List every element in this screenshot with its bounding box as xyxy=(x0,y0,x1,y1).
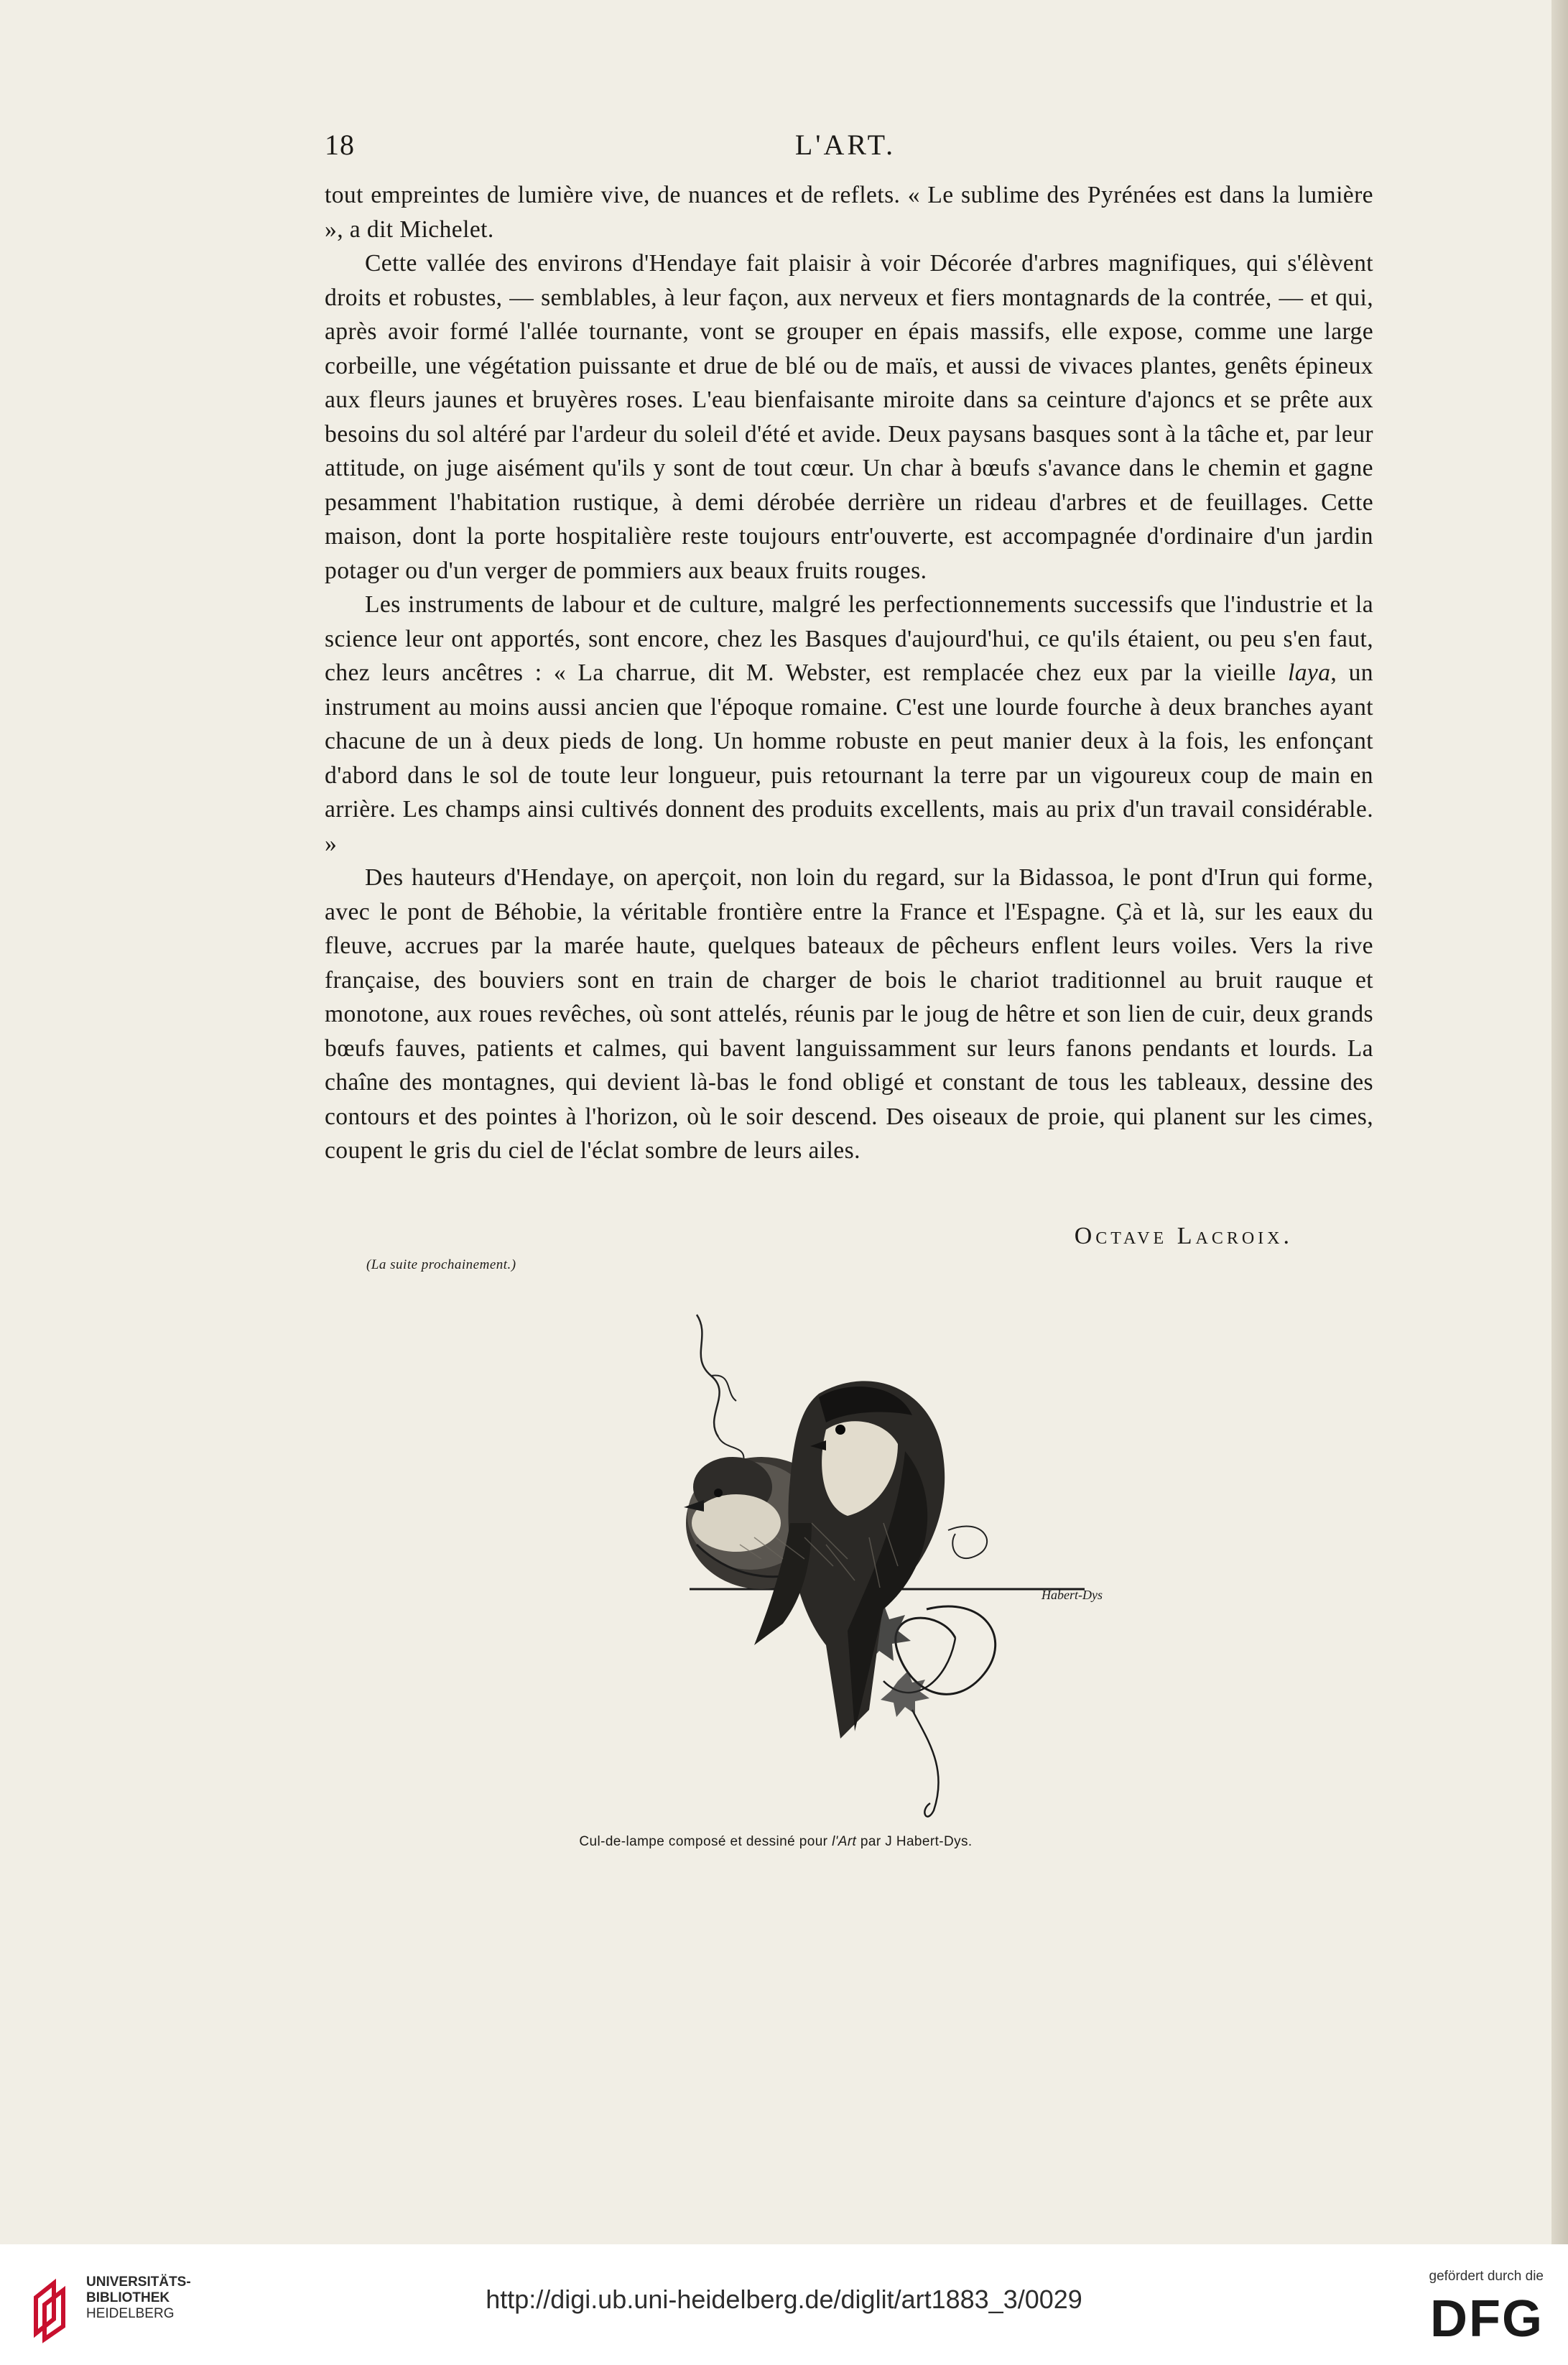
paragraph-3-text-b: , un instrument au moins aussi ancien que l'époque romaine. C'est une lourde fourche à deux branches ayant chacune de un à deux pieds de long. Un homme robuste en peut manier deux à la fois, les enfonçant d'abord dans le sol de toute leur longueur, puis retournant la terre par un vigoureux coup de main en arrière. Les champs ainsi cultivés donnent des produits excellents, mais au prix d'un travail considérable. » xyxy=(325,659,1374,857)
illustration-caption xyxy=(0,1834,1551,1850)
caption-text-a: Cul-de-lampe composé et dessiné pour xyxy=(579,1834,832,1849)
library-name-line-2: BIBLIOTHEK xyxy=(86,2290,170,2305)
caption-italic: l'Art xyxy=(832,1834,857,1849)
artist-signature: Habert-Dys xyxy=(1042,1588,1103,1602)
paragraph-3 xyxy=(325,588,1373,861)
permalink-url[interactable]: http://digi.ub.uni-heidelberg.de/diglit/art1883_3/0029 xyxy=(486,2285,1082,2314)
dfg-logo[interactable]: DFG xyxy=(1430,2290,1544,2348)
two-swallows-on-branch-icon xyxy=(611,1308,1113,1825)
continuation-note: (La suite prochainement.) xyxy=(366,1257,516,1272)
library-name-line-3: HEIDELBERG xyxy=(86,2306,175,2321)
paragraph-1: tout empreintes de lumière vive, de nuances et de reflets. « Le sublime des Pyrénées est dans la lumière », a dit Michelet. xyxy=(325,182,1373,243)
article-body xyxy=(325,178,1373,1168)
paragraph-3-italic-word: laya xyxy=(1288,659,1331,686)
caption-text-b: par J Habert-Dys. xyxy=(856,1834,973,1849)
paragraph-3-text-a: Les instruments de labour et de culture, malgré les perfectionnements successifs que l'industrie et la science leur ont apportés, sont encore, chez les Basques d'aujourd'hui, ce qu'ils étaient, ou peu s'en faut, chez leurs ancêtres : « La charrue, dit M. Webster, est remplacée chez eux par la vieille xyxy=(325,591,1373,686)
paragraph-4: Des hauteurs d'Hendaye, on aperçoit, non loin du regard, sur la Bidassoa, le pont d'Irun qui forme, avec le pont de Béhobie, la véritable frontière entre la France et l'Espagne. Çà et là, sur les eaux du fleuve, accrues par la marée haute, quelques bateaux de pêcheurs enflent leurs voiles. Vers la rive française, des bouviers sont en train de charger de bois le chariot traditionnel au bruit rauque et monotone, aux roues revêches, où sont attelés, réunis par le joug de hêtre et son lien de cuir, deux grands bœufs fauves, patients et calmes, qui bavent languissamment sur leurs fanons pendants et lourds. La chaîne des montagnes, qui devient là-bas le fond obligé et constant de tous les tableaux, dessine des contours et des pointes à l'horizon, où le soir descend. Des oiseaux de proie, qui planent sur les cimes, coupent le gris du ciel de l'éclat sombre de leurs ailes. xyxy=(325,864,1373,1164)
page-header xyxy=(325,128,1366,164)
digitization-footer xyxy=(0,2244,1568,2365)
author-signature: Octave Lacroix. xyxy=(1074,1223,1293,1249)
page-number: 18 xyxy=(325,129,355,161)
library-name-line-1: UNIVERSITÄTS- xyxy=(86,2274,191,2290)
page-edge-shadow xyxy=(1551,0,1568,2244)
paragraph-2: Cette vallée des environs d'Hendaye fait plaisir à voir Décorée d'arbres magnifiques, qui s'élèvent droits et robustes, — semblables, à leur façon, aux nerveux et fiers montagnards de la contrée, — et qui, après avoir formé l'allée tournante, vont se grouper en épais massifs, elle expose, comme une large corbeille, une végétation puissante et drue de blé ou de maïs, et aussi de vivaces plantes, genêts épineux aux fleurs jaunes et bruyères roses. L'eau bienfaisante miroite dans sa ceinture d'ajoncs et se prête aux besoins du sol altéré par l'ardeur du soleil d'été et avide. Deux paysans basques sont à la tâche et, par leur attitude, on juge aisément qu'ils y sont de tout cœur. Un char à bœufs s'avance dans le chemin et gagne pesamment l'habitation rustique, à demi dérobée derrière un rideau d'arbres et de feuillages. Cette maison, dont la porte hospitalière reste toujours entr'ouverte, est accompagnée d'ordinaire d'un jardin potager ou d'un verger de pommiers aux beaux fruits rouges. xyxy=(325,250,1373,584)
funding-note: gefördert durch die xyxy=(1429,2269,1544,2284)
running-title: L'ART. xyxy=(794,129,896,161)
